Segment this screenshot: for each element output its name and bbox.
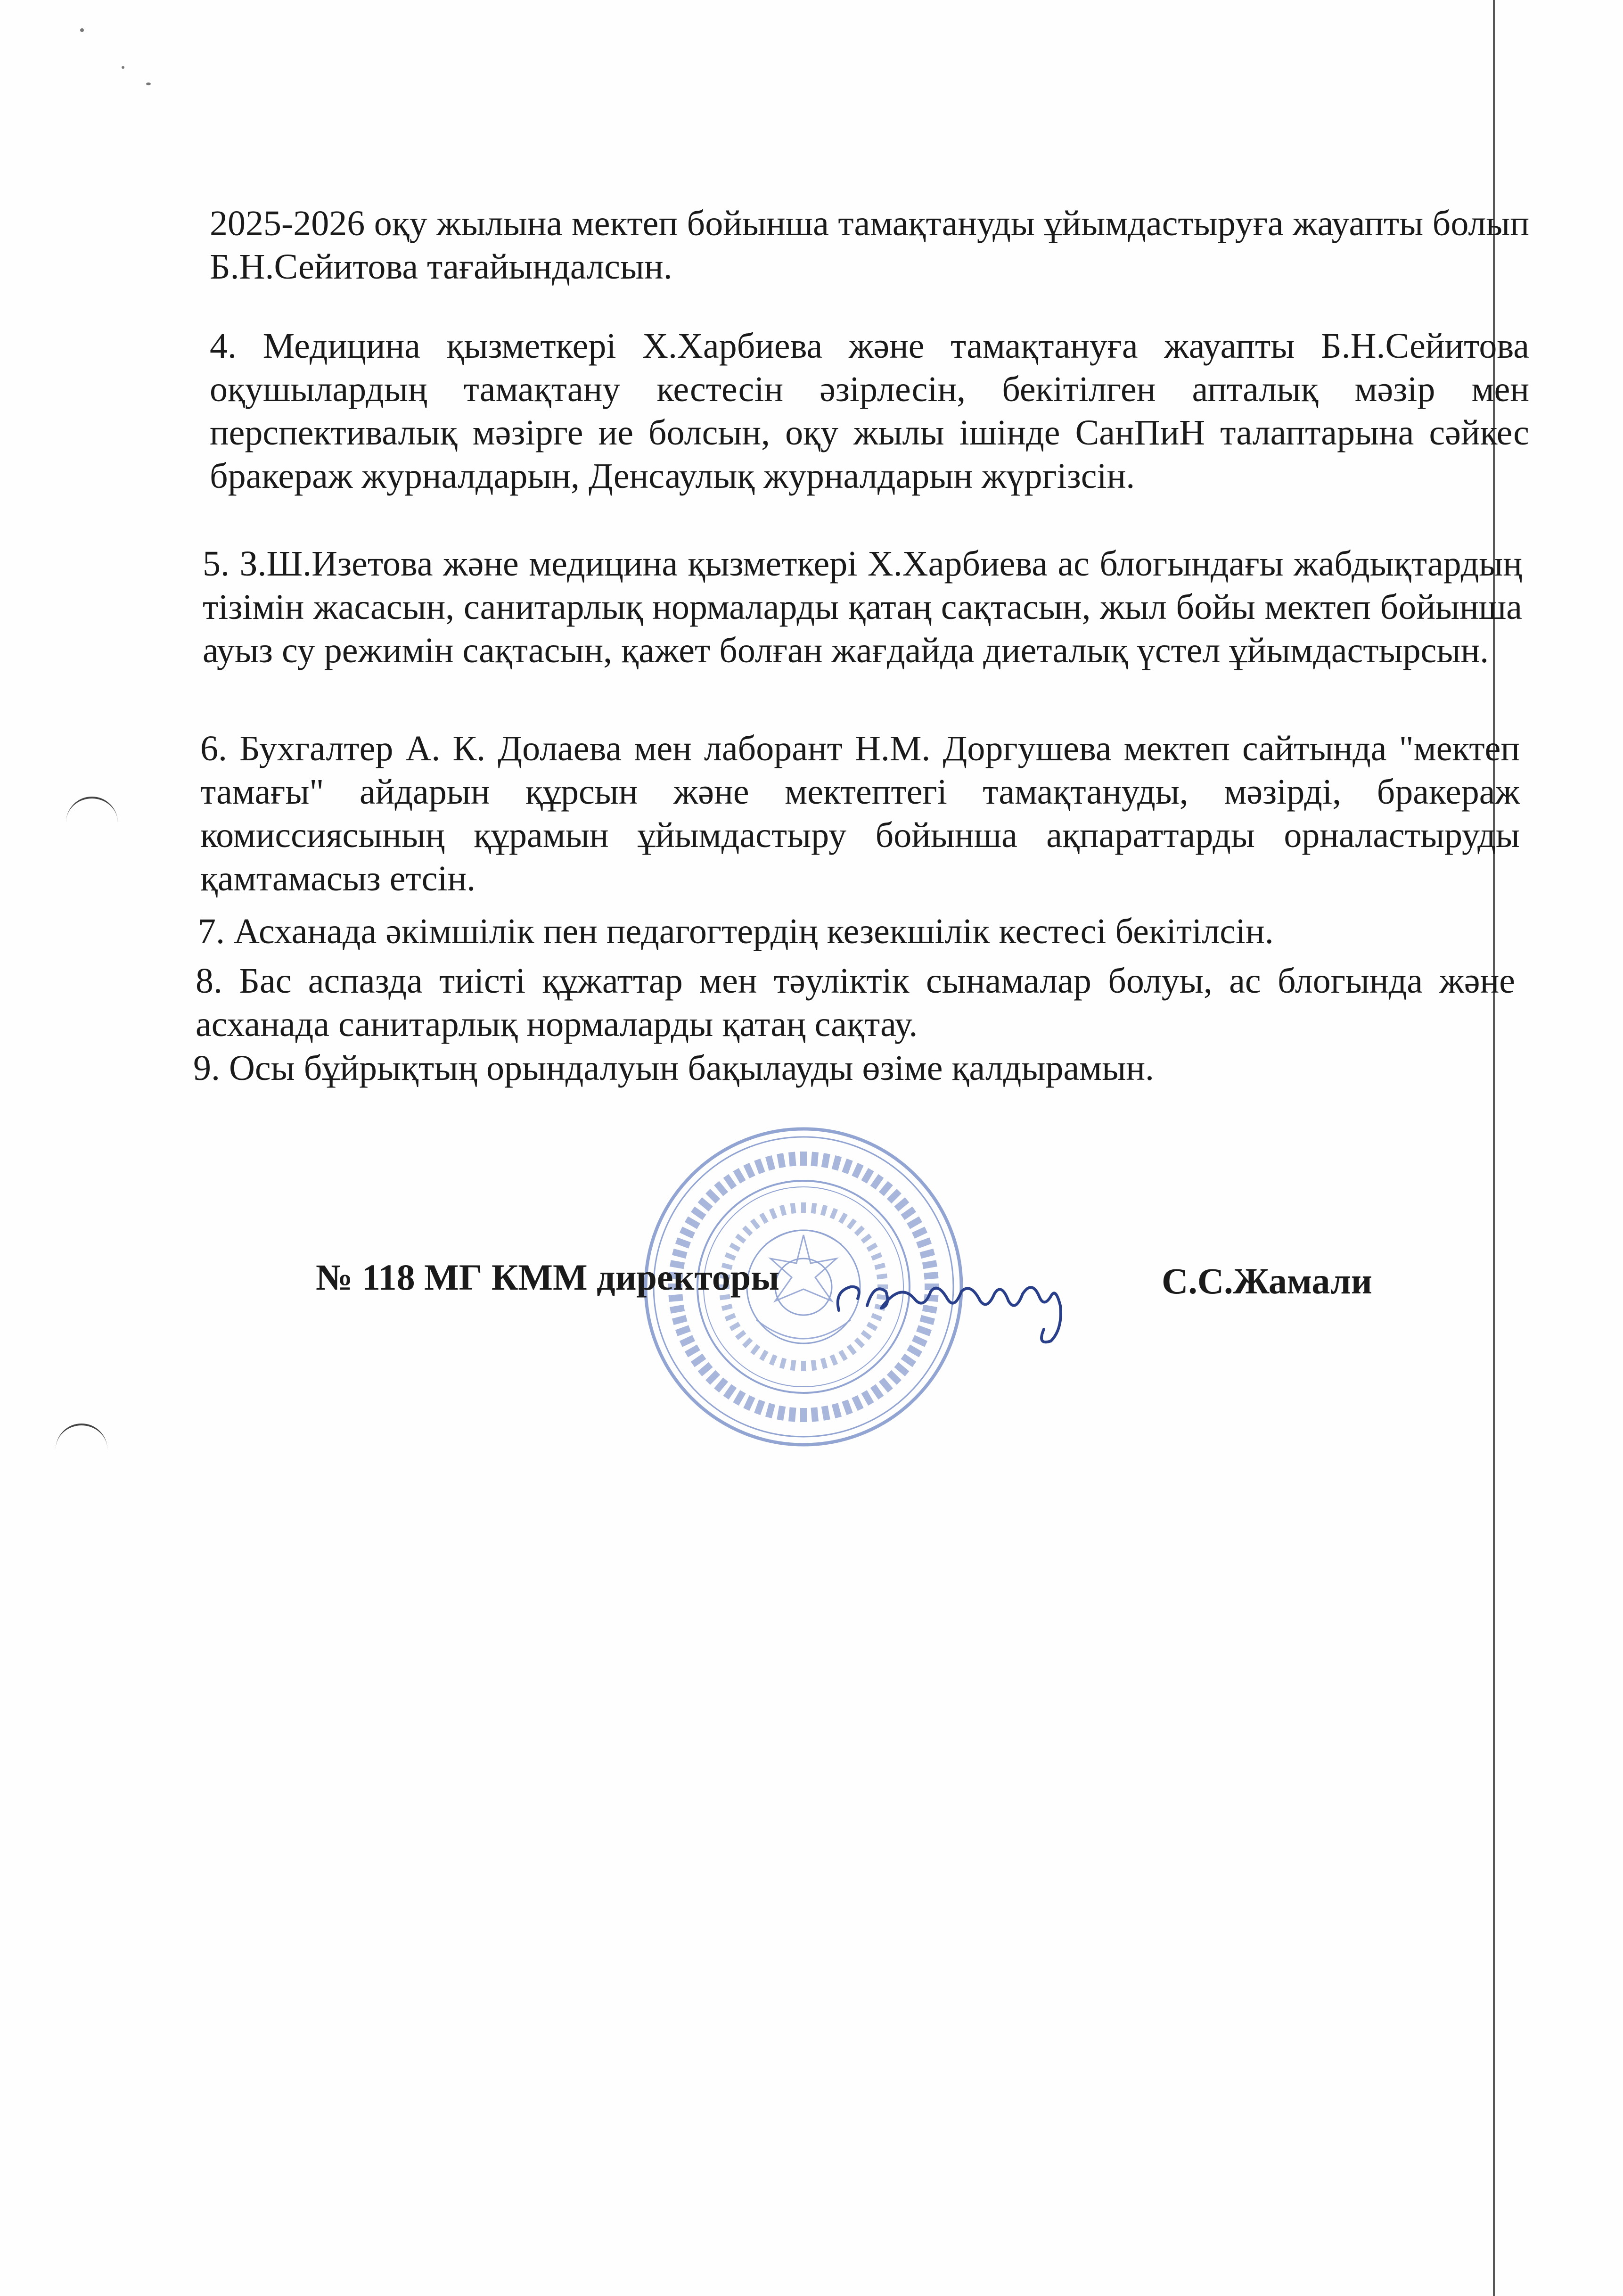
scan-speck bbox=[122, 66, 124, 69]
paragraph-text: 4. Медицина қызметкері Х.Харбиева және тамақтануға жауапты Б.Н.Сейитова оқушылардың тамақтану кестесін әзірлесін, бекітілген апталық мәзір мен перспективалық мәзірге ие болсын, оқу жылы ішінде СанПиН талаптарына сәйкес бракераж журналдарын, Денсаулық журналдарын жүргізсін. bbox=[210, 326, 1529, 496]
stamp-lettering-mark bbox=[759, 1350, 769, 1361]
stamp-lettering-mark bbox=[725, 1313, 736, 1321]
stamp-lettering-mark bbox=[811, 1203, 817, 1214]
punch-hole-mark bbox=[56, 1424, 107, 1463]
stamp-lettering-mark bbox=[735, 1330, 746, 1340]
stamp-lettering-mark bbox=[742, 1337, 753, 1348]
stamp-lettering-mark bbox=[779, 1358, 787, 1369]
stamp-lettering-mark bbox=[735, 1234, 746, 1243]
stamp-lettering-mark bbox=[705, 1189, 720, 1203]
stamp-lettering-mark bbox=[820, 1358, 828, 1369]
stamp-lettering-mark bbox=[870, 1384, 884, 1400]
paragraph-text: 9. Осы бұйрықтың орындалуын бақылауды өзіме қалдырамын. bbox=[193, 1048, 1155, 1088]
stamp-lettering-mark bbox=[879, 1181, 893, 1196]
stamp-lettering-mark bbox=[675, 1325, 691, 1336]
paragraph-8 bbox=[196, 959, 1515, 1046]
stamp-lettering-mark bbox=[765, 1403, 775, 1418]
stamp-lettering-mark bbox=[854, 1226, 865, 1236]
stamp-lettering-mark bbox=[894, 1197, 909, 1211]
stamp-lettering-mark bbox=[705, 1370, 720, 1385]
scan-speck bbox=[80, 28, 84, 32]
stamp-lettering-mark bbox=[821, 1406, 830, 1421]
stamp-lettering-mark bbox=[777, 1153, 786, 1168]
stamp-lettering-mark bbox=[894, 1362, 909, 1376]
stamp-lettering-mark bbox=[879, 1377, 893, 1392]
stamp-lettering-mark bbox=[852, 1163, 863, 1178]
stamp-lettering-mark bbox=[754, 1159, 765, 1174]
paragraph-text: 7. Асханада әкімшілік пен педагогтердің кезекшілік кестесі бекітілсін. bbox=[198, 912, 1274, 951]
stamp-lettering-mark bbox=[714, 1377, 728, 1392]
stamp-lettering-mark bbox=[790, 1360, 796, 1371]
stamp-lettering-mark bbox=[743, 1395, 755, 1411]
stamp-lettering-mark bbox=[861, 1390, 874, 1406]
paragraph-text: 2025-2026 оқу жылына мектеп бойынша тамақтануды ұйымдастыруға жауапты болып Б.Н.Сейитова тағайындалсын. bbox=[210, 204, 1529, 287]
stamp-lettering-mark bbox=[852, 1395, 863, 1411]
stamp-lettering-mark bbox=[800, 1408, 807, 1422]
stamp-lettering-mark bbox=[675, 1237, 691, 1248]
stamp-lettering-mark bbox=[916, 1237, 932, 1248]
stamp-lettering-mark bbox=[680, 1226, 695, 1238]
stamp-lettering-mark bbox=[769, 1208, 778, 1219]
paragraph-3-continuation bbox=[210, 202, 1529, 288]
stamp-lettering-mark bbox=[861, 1234, 872, 1243]
paragraph-text: 5. З.Ш.Изетова және медицина қызметкері Х.Харбиева ас блогындағы жабдықтардың тізімін жасасын, санитарлық нормаларды қатаң сақтасын, жыл бойы мектеп бойынша ауыз су режимін сақтасын, қажет болған жағдайда диеталық үстел ұйымдастырсын. bbox=[203, 544, 1522, 670]
paragraph-text: 6. Бухгалтер А. К. Долаева мен лаборант Н.М. Доргушева мектеп сайтында "мектеп тамағы" айдарын құрсын және мектептегі тамақтануды, мәзірді, бракераж комиссиясының құрамын ұйымдастыру бойынша ақпараттарды орналастыруды қамтамасыз етсін. bbox=[200, 729, 1520, 898]
stamp-lettering-mark bbox=[685, 1344, 700, 1357]
stamp-lettering-mark bbox=[901, 1354, 917, 1367]
stamp-lettering-mark bbox=[887, 1189, 902, 1203]
stamp-lettering-mark bbox=[887, 1370, 902, 1385]
signature-row bbox=[0, 1254, 1623, 1310]
stamp-lettering-mark bbox=[698, 1197, 713, 1211]
stamp-lettering-mark bbox=[832, 1155, 842, 1171]
paragraph-5 bbox=[203, 542, 1522, 672]
stamp-lettering-mark bbox=[779, 1205, 787, 1216]
director-title: № 118 МГ КММ директоры bbox=[316, 1257, 780, 1298]
stamp-lettering-mark bbox=[723, 1384, 737, 1400]
stamp-lettering-mark bbox=[870, 1174, 884, 1190]
stamp-lettering-mark bbox=[672, 1315, 688, 1325]
stamp-lettering-mark bbox=[800, 1152, 807, 1166]
stamp-lettering-mark bbox=[821, 1153, 830, 1168]
paragraph-9 bbox=[193, 1046, 1513, 1090]
paragraph-4 bbox=[210, 324, 1529, 498]
stamp-lettering-mark bbox=[912, 1226, 927, 1238]
stamp-lettering-mark bbox=[829, 1208, 838, 1219]
stamp-lettering-mark bbox=[733, 1390, 746, 1406]
stamp-lettering-mark bbox=[866, 1243, 877, 1252]
stamp-lettering-mark bbox=[901, 1207, 917, 1220]
stamp-lettering-mark bbox=[842, 1399, 852, 1415]
stamp-lettering-mark bbox=[861, 1168, 874, 1184]
stamp-lettering-mark bbox=[680, 1335, 695, 1347]
stamp-lettering-mark bbox=[759, 1212, 769, 1224]
punch-hole-mark bbox=[66, 797, 118, 836]
stamp-lettering-mark bbox=[691, 1354, 706, 1367]
stamp-lettering-mark bbox=[801, 1361, 806, 1371]
stamp-lettering-mark bbox=[777, 1406, 786, 1421]
stamp-lettering-mark bbox=[790, 1203, 796, 1214]
stamp-lettering-mark bbox=[743, 1163, 755, 1178]
stamp-lettering-mark bbox=[907, 1216, 922, 1229]
stamp-lettering-mark bbox=[788, 1407, 796, 1422]
stamp-lettering-mark bbox=[832, 1403, 842, 1418]
paragraph-text: 8. Бас аспазда тиісті құжаттар мен тәуліктік сынамалар болуы, ас блогында және асханада санитарлық нормаларды қатаң сақтау. bbox=[196, 961, 1515, 1044]
stamp-lettering-mark bbox=[742, 1226, 753, 1236]
stamp-lettering-mark bbox=[754, 1399, 765, 1415]
stamp-lettering-mark bbox=[685, 1216, 700, 1229]
stamp-lettering-mark bbox=[847, 1218, 857, 1230]
stamp-lettering-mark bbox=[820, 1205, 828, 1216]
stamp-lettering-mark bbox=[691, 1207, 706, 1220]
scan-speck bbox=[146, 82, 151, 85]
stamp-lettering-mark bbox=[838, 1350, 848, 1361]
stamp-lettering-mark bbox=[769, 1354, 778, 1366]
stamp-lettering-mark bbox=[811, 1360, 817, 1371]
stamp-lettering-mark bbox=[729, 1243, 740, 1252]
stamp-lettering-mark bbox=[811, 1152, 819, 1166]
stamp-lettering-mark bbox=[788, 1152, 796, 1166]
stamp-lettering-mark bbox=[842, 1159, 852, 1174]
stamp-lettering-mark bbox=[750, 1344, 760, 1356]
paragraph-7 bbox=[198, 910, 1517, 953]
stamp-lettering-mark bbox=[714, 1181, 728, 1196]
paragraph-6 bbox=[200, 727, 1520, 900]
stamp-lettering-mark bbox=[698, 1362, 713, 1376]
stamp-lettering-mark bbox=[750, 1218, 760, 1230]
stamp-lettering-mark bbox=[801, 1202, 806, 1213]
stamp-lettering-mark bbox=[838, 1212, 848, 1224]
director-name: С.С.Жамали bbox=[1162, 1260, 1372, 1301]
stamp-lettering-mark bbox=[829, 1354, 838, 1366]
stamp-lettering-mark bbox=[765, 1155, 775, 1171]
stamp-lettering-mark bbox=[811, 1407, 819, 1422]
stamp-lettering-mark bbox=[733, 1168, 746, 1184]
stamp-lettering-mark bbox=[729, 1322, 740, 1331]
stamp-lettering-mark bbox=[723, 1174, 737, 1190]
